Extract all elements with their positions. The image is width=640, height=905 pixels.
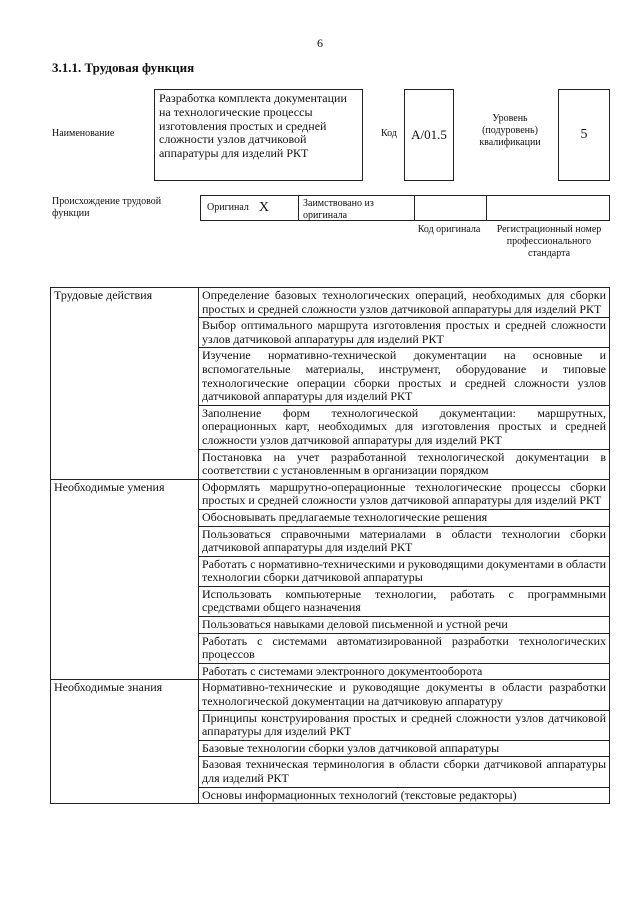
qualification-level-label: Уровень (подуровень) квалификации — [479, 113, 541, 148]
origin-label: Происхождение трудовой функции — [52, 196, 162, 219]
table-row — [51, 479, 610, 509]
item-cell: Заполнение форм технологической документации: маршрутных, операционных карт, необходимых для изготовления простых и средней сложности узлов датчиковой аппаратуры для изделий РКТ — [199, 405, 610, 449]
code-original-label: Код оригинала — [417, 224, 481, 235]
borrowed-label: Заимствовано из оригинала — [299, 196, 415, 220]
item-cell: Пользоваться навыками деловой письменной и устной речи — [199, 617, 610, 634]
item-cell: Работать с системами электронного документооборота — [199, 663, 610, 680]
item-cell: Пользоваться справочными материалами в области технологии сборки датчиковой аппаратуры для изделий РКТ — [199, 526, 610, 556]
reg-number-cell — [487, 196, 609, 220]
function-code-box: А/01.5 — [404, 89, 454, 181]
origin-original-cell — [201, 196, 299, 220]
item-cell: Работать с системами автоматизированной разработки технологических процессов — [199, 633, 610, 663]
item-cell: Обосновывать предлагаемые технологические решения — [199, 509, 610, 526]
item-cell: Изучение нормативно-технической документации на основные и вспомогательные материалы, инструмент, оборудование и типовые технологические операции сборки простых и средней сложности узлов датчиковой аппаратуры для изделий РКТ — [199, 348, 610, 405]
code-label: Код — [381, 128, 397, 139]
qualification-level-box: 5 — [558, 89, 610, 181]
original-label: Оригинал — [207, 202, 249, 213]
item-cell: Базовые технологии сборки узлов датчиковой аппаратуры — [199, 740, 610, 757]
item-cell: Работать с нормативно-техническими и руководящими документами в области технологии сборки датчиковой аппаратуры — [199, 556, 610, 586]
name-label: Наименование — [52, 128, 115, 139]
category-cell: Необходимые умения — [51, 479, 199, 680]
item-cell: Использовать компьютерные технологии, работать с программными средствами общего назначения — [199, 586, 610, 616]
item-cell: Нормативно-технические и руководящие документы в области разработки технологической документации на датчиковую аппаратуру — [199, 680, 610, 710]
item-cell: Основы информационных технологий (текстовые редакторы) — [199, 787, 610, 804]
page-number: 6 — [317, 36, 323, 50]
code-original-cell — [415, 196, 487, 220]
origin-table — [200, 195, 610, 221]
category-cell: Трудовые действия — [51, 288, 199, 480]
item-cell: Принципы конструирования простых и средней сложности узлов датчиковой аппаратуры для изделий РКТ — [199, 710, 610, 740]
table-row — [51, 288, 610, 318]
function-name-box: Разработка комплекта документации на технологические процессы изготовления простых и средней сложности узлов датчиковой аппаратуры для изделий РКТ — [154, 89, 363, 181]
labor-function-table — [50, 287, 610, 804]
original-mark: Х — [258, 200, 270, 215]
table-row — [51, 680, 610, 710]
item-cell: Базовая техническая терминология в области сборки датчиковой аппаратуры для изделий РКТ — [199, 757, 610, 787]
section-heading: 3.1.1. Трудовая функция — [52, 60, 195, 75]
item-cell: Оформлять маршрутно-операционные технологические процессы сборки простых и средней сложности узлов датчиковой аппаратуры для изделий РКТ — [199, 479, 610, 509]
item-cell: Постановка на учет разработанной технологической документации в соответствии с установленным в организации порядком — [199, 449, 610, 479]
item-cell: Определение базовых технологических операций, необходимых для сборки простых и средней сложности узлов датчиковой аппаратуры для изделий РКТ — [199, 288, 610, 318]
item-cell: Выбор оптимального маршрута изготовления простых и средней сложности узлов датчиковой аппаратуры для изделий РКТ — [199, 318, 610, 348]
category-cell: Необходимые знания — [51, 680, 199, 804]
reg-number-label: Регистрационный номер профессионального стандарта — [496, 224, 602, 259]
